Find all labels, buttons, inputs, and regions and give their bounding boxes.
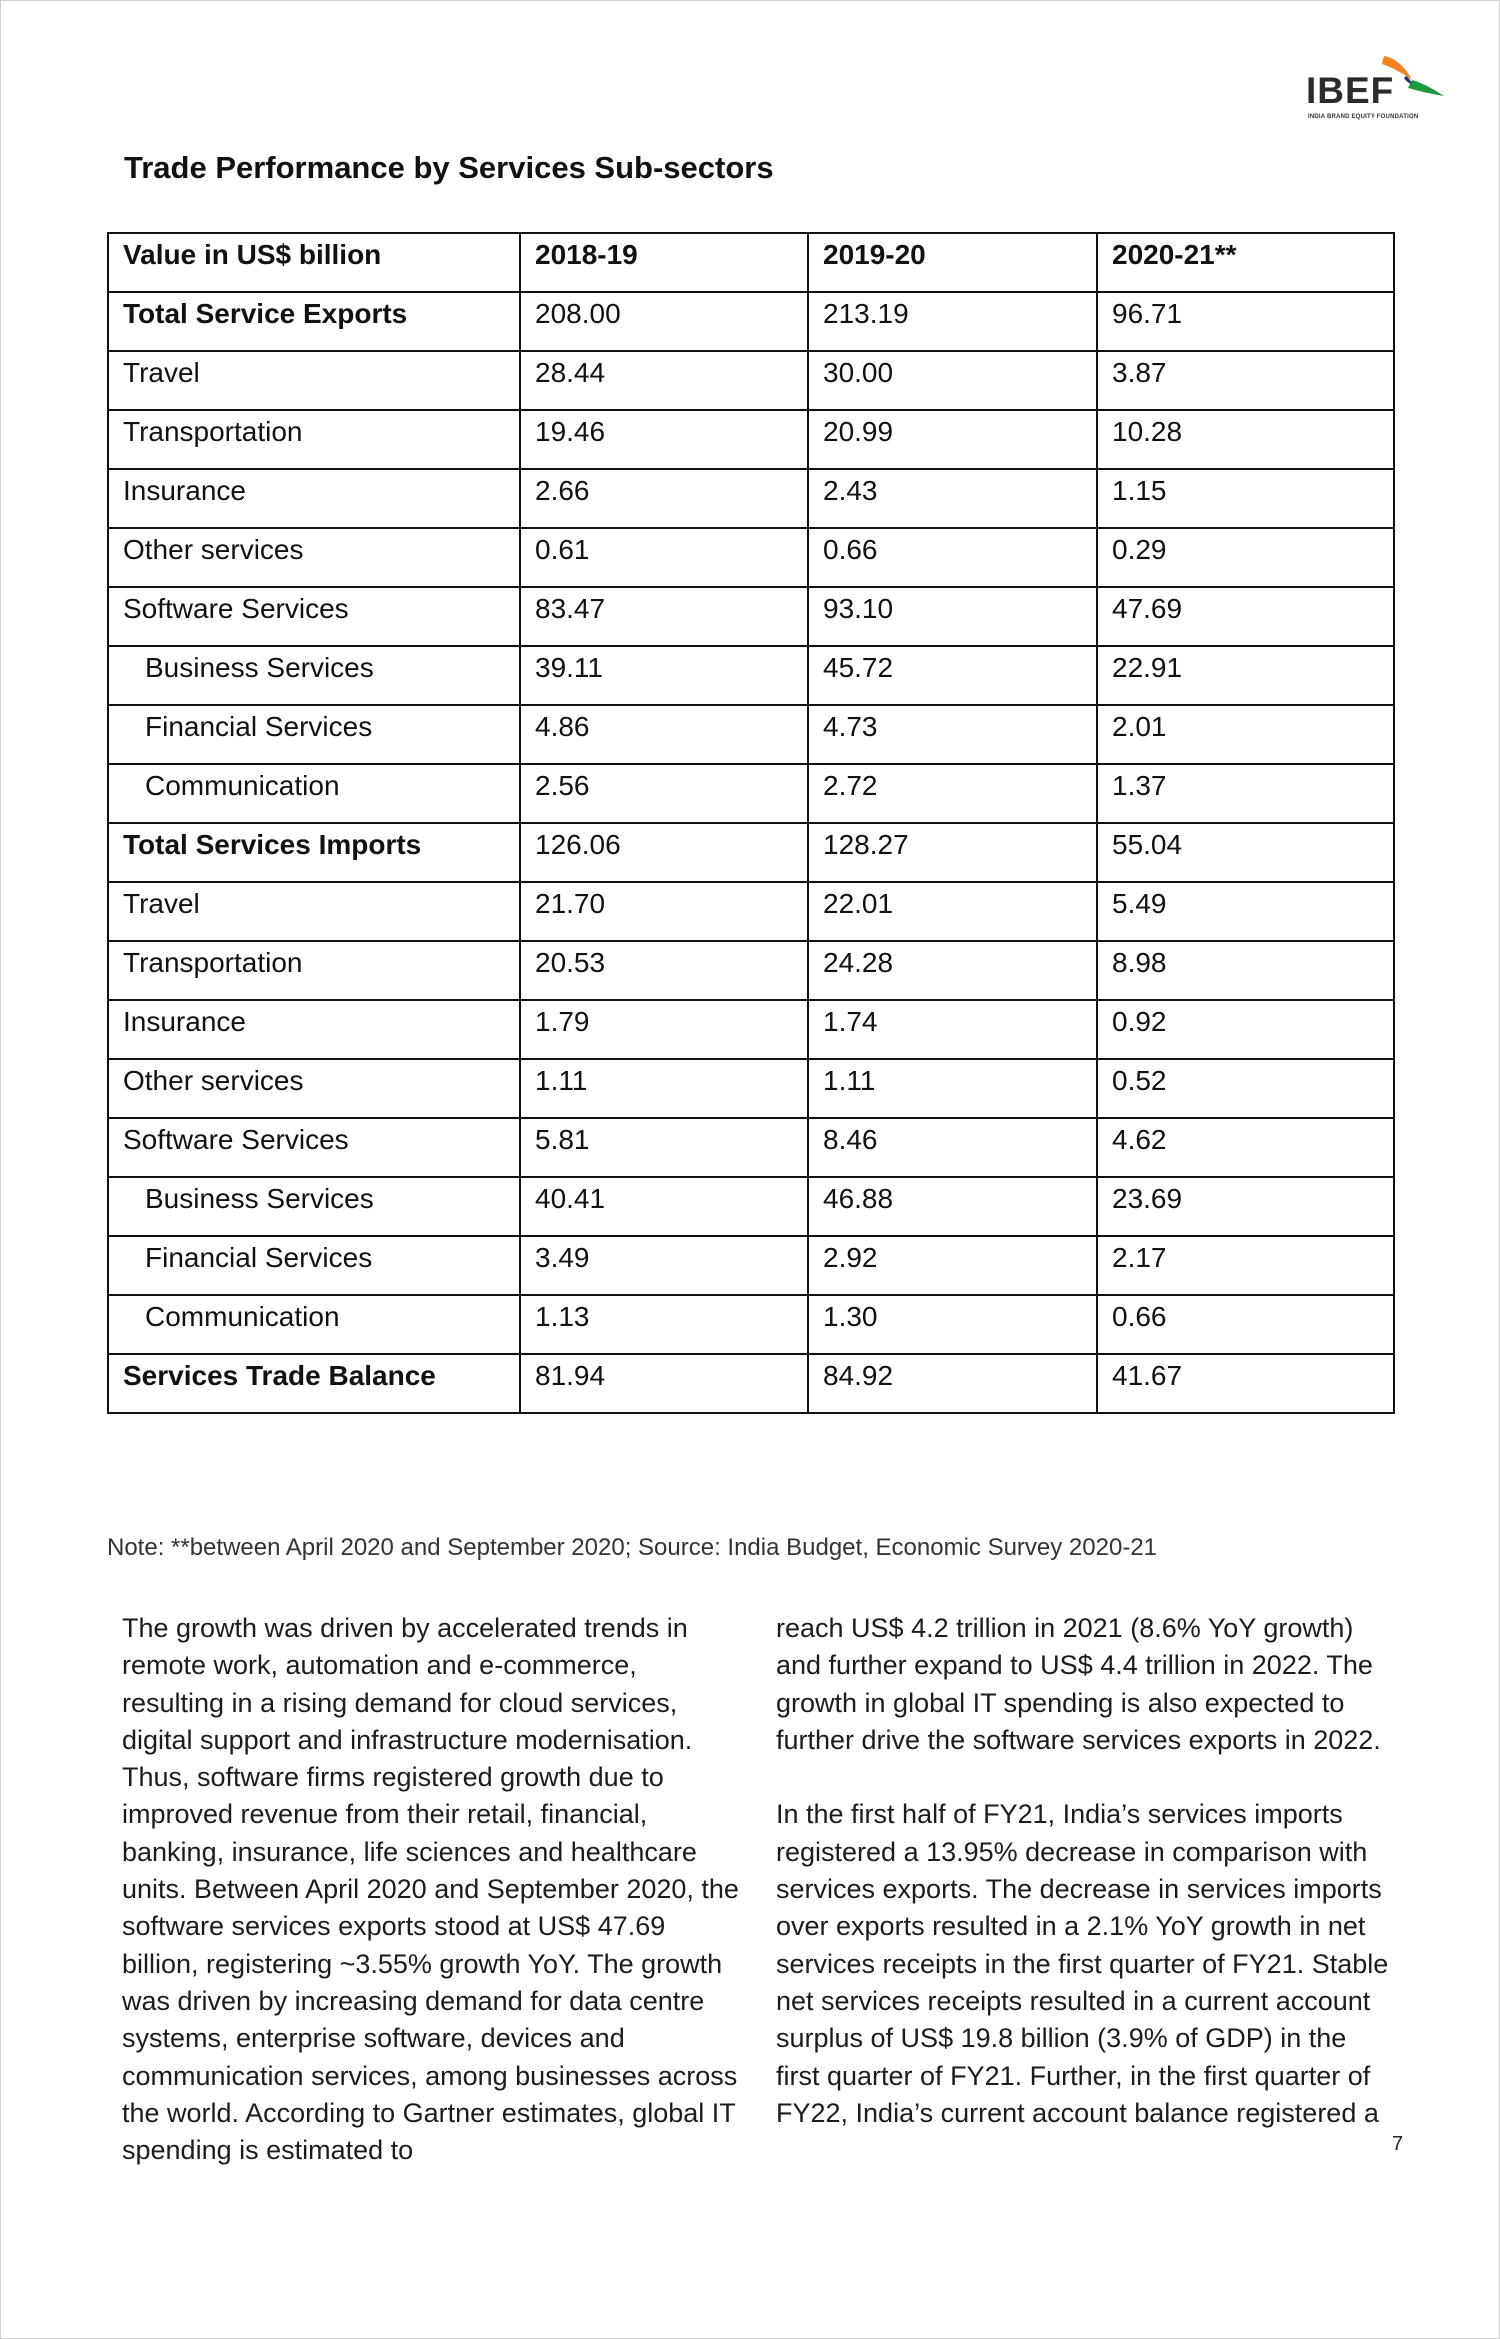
cell-value: 0.52 (1097, 1059, 1394, 1118)
cell-value: 21.70 (520, 882, 808, 941)
cell-value: 84.92 (808, 1354, 1097, 1413)
body-paragraph: In the first half of FY21, India’s services imports registered a 13.95% decrease in comparison with services exports. The decrease in services imports over exports resulted in a 2.1% YoY growth in net services receipts in the first quarter of FY21. Stable net services receipts resulted in a current account surplus of US$ 19.8 billion (3.9% of GDP) in the first quarter of FY21. Further, in the first quarter of FY22, India’s current account balance registered a (776, 1799, 1389, 2128)
cell-value: 0.61 (520, 528, 808, 587)
cell-value: 55.04 (1097, 823, 1394, 882)
header-cell: Value in US$ billion (108, 233, 520, 292)
cell-value: 41.67 (1097, 1354, 1394, 1413)
cell-value: 96.71 (1097, 292, 1394, 351)
header-cell: 2020-21** (1097, 233, 1394, 292)
ibef-logo (1300, 48, 1450, 128)
cell-value: 2.17 (1097, 1236, 1394, 1295)
row-label: Other services (108, 1059, 520, 1118)
table-row (108, 1059, 1394, 1118)
cell-value: 22.91 (1097, 646, 1394, 705)
cell-value: 0.66 (1097, 1295, 1394, 1354)
cell-value: 1.37 (1097, 764, 1394, 823)
table-row (108, 823, 1394, 882)
cell-value: 47.69 (1097, 587, 1394, 646)
logo-text: IBEF (1306, 70, 1395, 111)
cell-value: 20.99 (808, 410, 1097, 469)
cell-value: 83.47 (520, 587, 808, 646)
row-label: Communication (108, 764, 520, 823)
cell-value: 1.30 (808, 1295, 1097, 1354)
table-row (108, 1118, 1394, 1177)
cell-value: 23.69 (1097, 1177, 1394, 1236)
cell-value: 2.01 (1097, 705, 1394, 764)
cell-value: 22.01 (808, 882, 1097, 941)
table-row (108, 587, 1394, 646)
table-row (108, 469, 1394, 528)
cell-value: 0.66 (808, 528, 1097, 587)
header-cell: 2019-20 (808, 233, 1097, 292)
table-row (108, 1000, 1394, 1059)
row-label: Travel (108, 351, 520, 410)
table-row (108, 528, 1394, 587)
cell-value: 1.11 (520, 1059, 808, 1118)
cell-value: 208.00 (520, 292, 808, 351)
row-label: Transportation (108, 941, 520, 1000)
row-label: Software Services (108, 1118, 520, 1177)
table-row (108, 351, 1394, 410)
row-label: Total Services Imports (108, 823, 520, 882)
cell-value: 46.88 (808, 1177, 1097, 1236)
row-label: Travel (108, 882, 520, 941)
cell-value: 19.46 (520, 410, 808, 469)
row-label: Insurance (108, 469, 520, 528)
trade-table (107, 232, 1395, 1414)
cell-value: 45.72 (808, 646, 1097, 705)
row-label: Insurance (108, 1000, 520, 1059)
cell-value: 93.10 (808, 587, 1097, 646)
cell-value: 4.73 (808, 705, 1097, 764)
table-row (108, 410, 1394, 469)
row-label: Software Services (108, 587, 520, 646)
cell-value: 0.92 (1097, 1000, 1394, 1059)
table-row (108, 1295, 1394, 1354)
body-paragraph: reach US$ 4.2 trillion in 2021 (8.6% YoY growth) and further expand to US$ 4.4 trillion in 2022. The growth in global IT spending is also expected to further drive the software services exports in 2022. (776, 1613, 1381, 1755)
cell-value: 5.81 (520, 1118, 808, 1177)
row-label: Business Services (108, 646, 520, 705)
table-row (108, 705, 1394, 764)
table-row (108, 941, 1394, 1000)
header-cell: 2018-19 (520, 233, 808, 292)
row-label: Business Services (108, 1177, 520, 1236)
table-row (108, 646, 1394, 705)
row-label: Other services (108, 528, 520, 587)
cell-value: 1.13 (520, 1295, 808, 1354)
cell-value: 4.86 (520, 705, 808, 764)
cell-value: 2.92 (808, 1236, 1097, 1295)
row-label: Financial Services (108, 1236, 520, 1295)
cell-value: 0.29 (1097, 528, 1394, 587)
table-row (108, 1236, 1394, 1295)
table-row (108, 882, 1394, 941)
cell-value: 30.00 (808, 351, 1097, 410)
cell-value: 126.06 (520, 823, 808, 882)
table-header-row (108, 233, 1394, 292)
cell-value: 128.27 (808, 823, 1097, 882)
row-label: Services Trade Balance (108, 1354, 520, 1413)
cell-value: 2.72 (808, 764, 1097, 823)
cell-value: 24.28 (808, 941, 1097, 1000)
section-title: Trade Performance by Services Sub-sectors (124, 150, 774, 185)
page-number: 7 (1392, 2133, 1404, 2155)
cell-value: 8.98 (1097, 941, 1394, 1000)
body-column-left (122, 1610, 742, 2169)
row-label: Financial Services (108, 705, 520, 764)
table-note: Note: **between April 2020 and September 2020; Source: India Budget, Economic Survey 2020-21 (107, 1534, 1158, 1561)
cell-value: 2.43 (808, 469, 1097, 528)
table-row (108, 292, 1394, 351)
table-row (108, 1177, 1394, 1236)
cell-value: 20.53 (520, 941, 808, 1000)
cell-value: 4.62 (1097, 1118, 1394, 1177)
cell-value: 8.46 (808, 1118, 1097, 1177)
logo-subtitle: INDIA BRAND EQUITY FOUNDATION (1308, 114, 1419, 120)
cell-value: 2.66 (520, 469, 808, 528)
cell-value: 1.79 (520, 1000, 808, 1059)
row-label: Communication (108, 1295, 520, 1354)
cell-value: 40.41 (520, 1177, 808, 1236)
cell-value: 1.15 (1097, 469, 1394, 528)
cell-value: 39.11 (520, 646, 808, 705)
cell-value: 3.87 (1097, 351, 1394, 410)
cell-value: 1.11 (808, 1059, 1097, 1118)
cell-value: 81.94 (520, 1354, 808, 1413)
table-row (108, 764, 1394, 823)
table-row (108, 1354, 1394, 1413)
cell-value: 3.49 (520, 1236, 808, 1295)
cell-value: 10.28 (1097, 410, 1394, 469)
cell-value: 213.19 (808, 292, 1097, 351)
cell-value: 1.74 (808, 1000, 1097, 1059)
body-column-right (776, 1610, 1396, 2132)
cell-value: 2.56 (520, 764, 808, 823)
row-label: Total Service Exports (108, 292, 520, 351)
cell-value: 28.44 (520, 351, 808, 410)
row-label: Transportation (108, 410, 520, 469)
cell-value: 5.49 (1097, 882, 1394, 941)
body-paragraph: The growth was driven by accelerated trends in remote work, automation and e-commerce, resulting in a rising demand for cloud services, digital support and infrastructure modernisation. Thus, software firms registered growth due to improved revenue from their retail, financial, banking, insurance, life sciences and healthcare units. Between April 2020 and September 2020, the software services exports stood at US$ 47.69 billion, registering ~3.55% growth YoY. The growth was driven by increasing demand for data centre systems, enterprise software, devices and communication services, among businesses across the world. According to Gartner estimates, global IT spending is estimated to (122, 1613, 739, 2166)
